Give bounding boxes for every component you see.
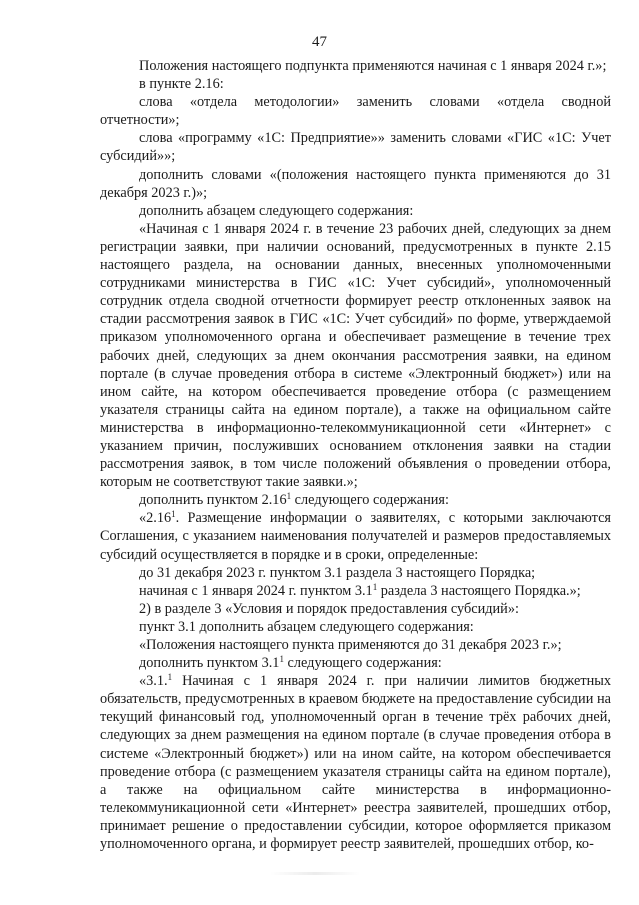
paragraph-5: дополнить словами «(положения настоящего пункта применяются до 31 декабря 2023 г.)»;	[100, 166, 611, 201]
paragraph-9-superscript: 1	[171, 509, 176, 520]
paragraph-7: «Начиная с 1 января 2024 г. в течение 23 рабочих дней, следующих за днем регистрации заявки, при наличии оснований, предусмотренных в пункте 2.15 настоящего раздела, на основании данных, внесенных уполномоченными сотрудниками министерства в ГИС «1С: Учет субсидий», уполномоченный сотрудник отдела сводной отчетности формирует реестр отклоненных заявок на стадии рассмотрения заявок в ГИС «1С: Учет субсидий» по форме, утверждаемой приказом уполномоченного органа и обеспечивает размещение в течение трех рабочих дней, следующих за днем окончания рассмотрения заявки, на едином портале (в случае проведения отбора в системе «Электронный бюджет») или на ином сайте, на котором обеспечивается проведение отбора (с размещением указателя страницы сайта на едином портале), а также на официальном сайте министерства в информационно-телекоммуникационной сети «Интернет» с указанием причин, послуживших основанием отклонения заявки на стадии рассмотрения заявок, в том числе положений объявления о проведении отбора, которым не соответствуют такие заявки.»;	[100, 220, 611, 491]
paragraph-10: до 31 декабря 2023 г. пунктом 3.1 раздела 3 настоящего Порядка;	[139, 564, 536, 581]
paragraph-16-text-b: Начиная с 1 января 2024 г. при наличии лимитов бюджетных обязательств, предусмотренных в краевом бюджете на предоставление субсидии на текущий финансовый год, уполномоченный орган в течение трёх рабочих дней, следующих за днем размещения на едином портале (в случае проведения отбора в системе «Электронный бюджет») или на ином сайте, на котором обеспечивается проведение отбора (с размещением указателя страницы сайта на едином портале), а также на официальном сайте министерства в информационно-телекоммуникационной сети «Интернет» реестра заявителей, прошедших отбор, принимает решение о предоставлении субсидии, которое оформляется приказом уполномоченного органа, и формирует реестр заявителей, прошедших отбор, ко-	[100, 673, 611, 853]
paragraph-11	[100, 582, 611, 600]
document-body	[100, 57, 611, 853]
paragraph-16-superscript: 1	[167, 672, 173, 683]
paragraph-11-text-b: раздела 3 настоящего Порядка.»;	[377, 582, 581, 599]
paragraph-2: в пункте 2.16:	[139, 76, 224, 93]
paragraph-16-text-a: «3.1.	[139, 673, 168, 690]
paragraph-15	[100, 654, 611, 672]
paragraph-15-superscript: 1	[279, 654, 284, 665]
paragraph-4: слова «программу «1С: Предприятие»» заменить словами «ГИС «1С: Учет субсидий»»;	[100, 130, 611, 165]
paragraph-15-text-a: дополнить пунктом 3.1	[139, 655, 280, 672]
paragraph-14: «Положения настоящего пункта применяются до 31 декабря 2023 г.»;	[139, 637, 562, 653]
paragraph-8-text-b: следующего содержания:	[291, 492, 449, 509]
paragraph-11-superscript: 1	[372, 581, 378, 592]
paragraph-11-text-a: начиная с 1 января 2024 г. пунктом 3.1	[139, 582, 373, 599]
page-number: 47	[312, 34, 327, 50]
scan-smudge	[270, 872, 360, 875]
paragraph-9-text-b: . Размещение информации о заявителях, с которыми заключаются Соглашения, с указанием наименования получателей и размеров предоставляемых субсидий осуществляется в порядке и в сроки, определенные:	[100, 510, 611, 563]
paragraph-8-text-a: дополнить пунктом 2.16	[139, 492, 287, 509]
paragraph-15-text-b: следующего содержания:	[283, 655, 442, 672]
paragraph-9-text-a: «2.16	[139, 510, 172, 527]
paragraph-16	[100, 672, 611, 853]
paragraph-3: слова «отдела методологии» заменить словами «отдела сводной отчетности»;	[100, 94, 611, 129]
paragraph-6: дополнить абзацем следующего содержания:	[139, 202, 414, 219]
paragraph-12: 2) в разделе 3 «Условия и порядок предоставления субсидий»:	[139, 600, 519, 617]
paragraph-8	[100, 491, 611, 509]
paragraph-8-superscript: 1	[286, 491, 292, 502]
paragraph-13: пункт 3.1 дополнить абзацем следующего содержания:	[139, 618, 474, 635]
paragraph-1: Положения настоящего подпункта применяются начиная с 1 января 2024 г.»;	[139, 58, 607, 74]
paragraph-9	[100, 509, 611, 563]
